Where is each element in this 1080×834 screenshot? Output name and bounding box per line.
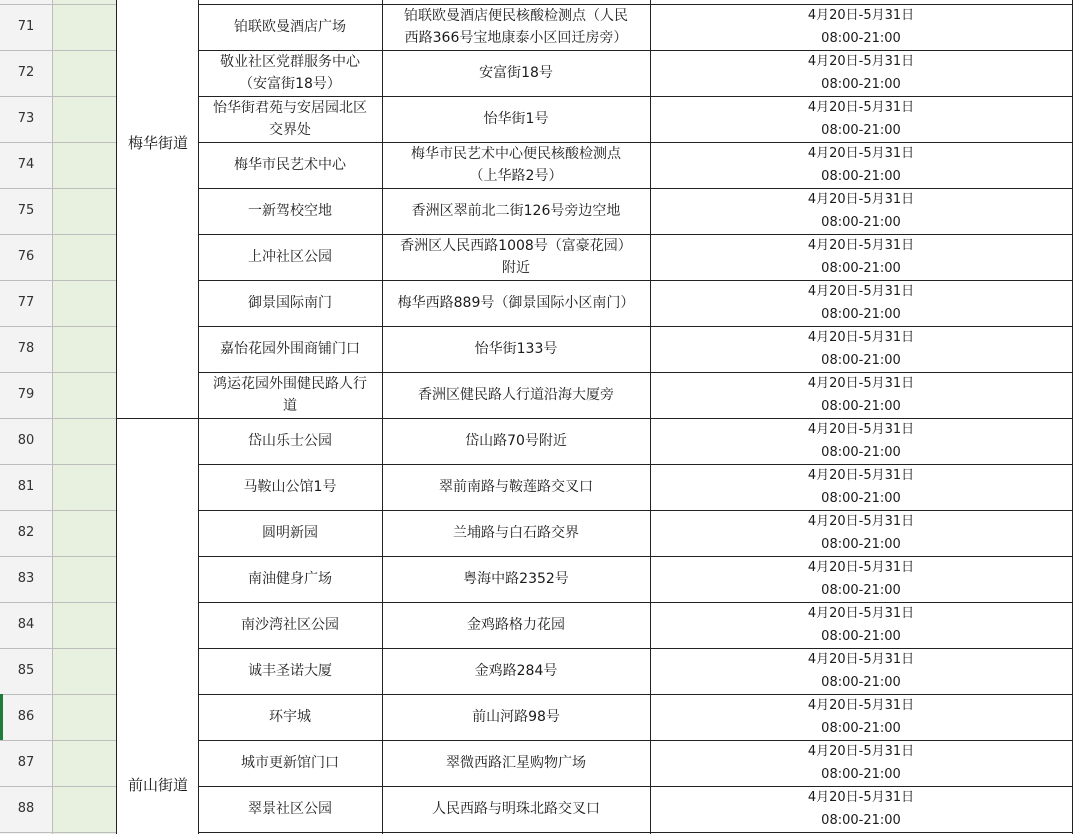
site-name-cell[interactable]: 翠景社区公园 (248, 801, 332, 817)
row-number[interactable]: 71 (17, 19, 35, 34)
row-number[interactable]: 74 (17, 157, 35, 172)
time-cell[interactable]: 4月20日-5月31日 08:00-21:00 (807, 698, 915, 736)
district-label: 前山街道 (127, 776, 188, 794)
site-name-cell[interactable]: 一新驾校空地 (248, 203, 332, 219)
time-cell[interactable]: 4月20日-5月31日 08:00-21:00 (807, 560, 915, 598)
time-cell[interactable]: 4月20日-5月31日 08:00-21:00 (807, 54, 915, 92)
row-number[interactable]: 80 (17, 433, 35, 448)
site-name-cell[interactable]: 南沙湾社区公园 (241, 617, 339, 633)
address-cell[interactable]: 粤海中路2352号 (463, 571, 569, 587)
site-name-cell[interactable]: 上冲社区公园 (248, 249, 332, 265)
site-name-cell[interactable]: 御景国际南门 (248, 295, 332, 311)
address-cell[interactable]: 怡华街1号 (483, 111, 549, 127)
row-number[interactable]: 86 (17, 709, 35, 724)
site-name-cell[interactable]: 嘉怡花园外围商铺门口 (220, 341, 360, 357)
address-cell[interactable]: 前山河路98号 (472, 709, 560, 725)
site-name-cell[interactable]: 圆明新园 (262, 525, 318, 541)
address-cell[interactable]: 金鸡路格力花园 (467, 617, 565, 633)
site-name-cell[interactable]: 铂联欧曼酒店广场 (234, 19, 346, 35)
time-cell[interactable]: 4月20日-5月31日 08:00-21:00 (807, 468, 915, 506)
time-cell[interactable]: 4月20日-5月31日 08:00-21:00 (807, 790, 915, 828)
address-cell[interactable]: 人民西路与明珠北路交叉口 (432, 801, 600, 817)
row-number[interactable]: 77 (17, 295, 35, 310)
time-cell[interactable]: 4月20日-5月31日 08:00-21:00 (807, 652, 915, 690)
district-label: 梅华街道 (127, 134, 188, 152)
time-cell[interactable]: 4月20日-5月31日 08:00-21:00 (807, 146, 915, 184)
row-number[interactable]: 78 (17, 341, 35, 356)
time-cell[interactable]: 4月20日-5月31日 08:00-21:00 (807, 192, 915, 230)
row-number[interactable]: 88 (17, 801, 35, 816)
site-name-cell[interactable]: 诚丰圣诺大厦 (248, 663, 332, 679)
time-cell[interactable]: 4月20日-5月31日 08:00-21:00 (807, 8, 915, 46)
time-cell[interactable]: 4月20日-5月31日 08:00-21:00 (807, 514, 915, 552)
site-name-cell[interactable]: 鸿运花园外围健民路人行 道 (213, 376, 367, 414)
time-cell[interactable]: 4月20日-5月31日 08:00-21:00 (807, 284, 915, 322)
time-cell[interactable]: 4月20日-5月31日 08:00-21:00 (807, 238, 915, 276)
row-number[interactable]: 75 (17, 203, 35, 218)
row-number[interactable]: 73 (17, 111, 35, 126)
address-cell[interactable]: 梅华西路889号（御景国际小区南门） (397, 295, 635, 311)
address-cell[interactable]: 香洲区健民路人行道沿海大厦旁 (418, 387, 614, 403)
row-number[interactable]: 81 (17, 479, 35, 494)
row-number[interactable]: 84 (17, 617, 35, 632)
address-cell[interactable]: 香洲区人民西路1008号（富豪花园） 附近 (400, 238, 632, 276)
time-cell[interactable]: 4月20日-5月31日 08:00-21:00 (807, 744, 915, 782)
row-number[interactable]: 82 (17, 525, 35, 540)
time-cell[interactable]: 4月20日-5月31日 08:00-21:00 (807, 422, 915, 460)
address-cell[interactable]: 香洲区翠前北二街126号旁边空地 (411, 203, 621, 219)
time-cell[interactable]: 4月20日-5月31日 08:00-21:00 (807, 606, 915, 644)
time-cell[interactable]: 4月20日-5月31日 08:00-21:00 (807, 330, 915, 368)
site-name-cell[interactable]: 怡华街君苑与安居园北区 交界处 (213, 100, 367, 138)
address-cell[interactable]: 翠微西路汇星购物广场 (446, 755, 586, 771)
address-cell[interactable]: 兰埔路与白石路交界 (453, 525, 579, 541)
site-name-cell[interactable]: 南油健身广场 (248, 571, 332, 587)
row-number[interactable]: 87 (17, 755, 35, 770)
address-cell[interactable]: 岱山路70号附近 (465, 433, 567, 449)
frozen-column (52, 0, 116, 834)
site-name-cell[interactable]: 马鞍山公馆1号 (243, 479, 337, 495)
address-cell[interactable]: 铂联欧曼酒店便民核酸检测点（人民 西路366号宝地康泰小区回迁房旁） (404, 8, 628, 46)
selected-row-indicator (0, 694, 3, 740)
address-cell[interactable]: 翠前南路与鞍莲路交叉口 (439, 479, 593, 495)
row-number[interactable]: 79 (17, 387, 35, 402)
row-number[interactable]: 72 (17, 65, 35, 80)
site-name-cell[interactable]: 敬业社区党群服务中心 （安富街18号） (220, 54, 360, 92)
site-name-cell[interactable]: 城市更新馆门口 (241, 755, 339, 771)
row-number[interactable]: 76 (17, 249, 35, 264)
address-cell[interactable]: 金鸡路284号 (474, 663, 558, 679)
address-cell[interactable]: 安富街18号 (479, 65, 553, 81)
address-cell[interactable]: 梅华市民艺术中心便民核酸检测点 （上华路2号） (411, 146, 621, 184)
address-cell[interactable]: 怡华街133号 (474, 341, 558, 357)
site-name-cell[interactable]: 梅华市民艺术中心 (234, 157, 346, 173)
time-cell[interactable]: 4月20日-5月31日 08:00-21:00 (807, 100, 915, 138)
row-number[interactable]: 85 (17, 663, 35, 678)
site-name-cell[interactable]: 岱山乐士公园 (248, 433, 332, 449)
site-name-cell[interactable]: 环宇城 (269, 709, 311, 725)
row-number[interactable]: 83 (17, 571, 35, 586)
time-cell[interactable]: 4月20日-5月31日 08:00-21:00 (807, 376, 915, 414)
